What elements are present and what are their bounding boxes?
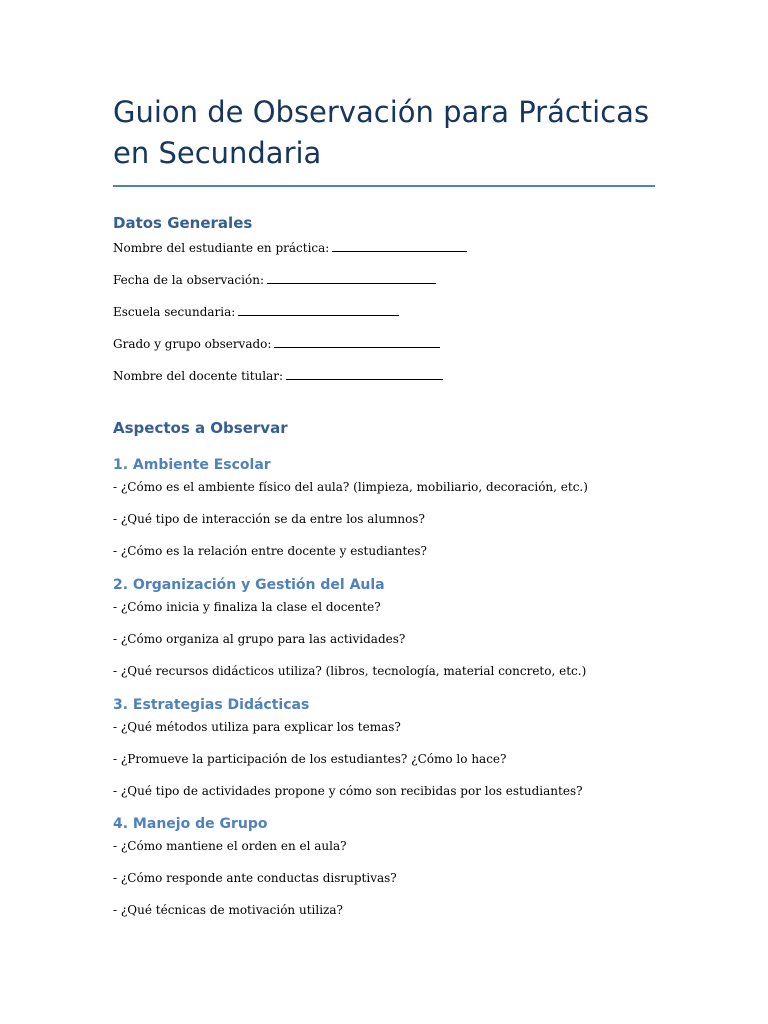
field-label: Fecha de la observación: [113, 273, 264, 287]
question-item: - ¿Cómo responde ante conductas disruptivas? [113, 871, 397, 885]
fill-in-blank[interactable] [267, 271, 436, 284]
question-item: - ¿Promueve la participación de los estudiantes? ¿Cómo lo hace? [113, 752, 507, 766]
field-observation-date [113, 271, 436, 288]
section-heading-aspectos: Aspectos a Observar [113, 419, 288, 437]
subsection-heading-estrategias: 3. Estrategias Didácticas [113, 697, 310, 713]
question-item: - ¿Qué técnicas de motivación utiliza? [113, 903, 343, 917]
question-item: - ¿Qué métodos utiliza para explicar los temas? [113, 720, 401, 734]
field-label: Grado y grupo observado: [113, 337, 272, 351]
field-teacher-name [113, 367, 443, 384]
subsection-heading-manejo-grupo: 4. Manejo de Grupo [113, 816, 268, 832]
field-label: Escuela secundaria: [113, 305, 236, 319]
fill-in-blank[interactable] [332, 239, 467, 252]
fill-in-blank[interactable] [238, 303, 399, 316]
question-item: - ¿Cómo organiza al grupo para las actividades? [113, 632, 406, 646]
fill-in-blank[interactable] [286, 367, 443, 380]
question-item: - ¿Cómo es la relación entre docente y estudiantes? [113, 544, 427, 558]
fill-in-blank[interactable] [274, 335, 440, 348]
question-item: - ¿Cómo es el ambiente físico del aula? (limpieza, mobiliario, decoración, etc.) [113, 480, 588, 494]
field-grade-group [113, 335, 440, 352]
subsection-heading-organizacion: 2. Organización y Gestión del Aula [113, 577, 385, 593]
question-item: - ¿Cómo inicia y finaliza la clase el docente? [113, 600, 381, 614]
question-item: - ¿Qué tipo de actividades propone y cómo son recibidas por los estudiantes? [113, 784, 583, 798]
title-underline [113, 185, 655, 187]
field-school [113, 303, 399, 320]
field-label: Nombre del docente titular: [113, 369, 284, 383]
section-heading-datos-generales: Datos Generales [113, 214, 253, 232]
document-title: Guion de Observación para Prácticas en Secundaria [113, 95, 650, 170]
question-item: - ¿Cómo mantiene el orden en el aula? [113, 839, 347, 853]
question-item: - ¿Qué tipo de interacción se da entre los alumnos? [113, 512, 425, 526]
field-label: Nombre del estudiante en práctica: [113, 241, 330, 255]
question-item: - ¿Qué recursos didácticos utiliza? (libros, tecnología, material concreto, etc.) [113, 664, 587, 678]
field-student-name [113, 239, 467, 256]
subsection-heading-ambiente-escolar: 1. Ambiente Escolar [113, 457, 271, 473]
